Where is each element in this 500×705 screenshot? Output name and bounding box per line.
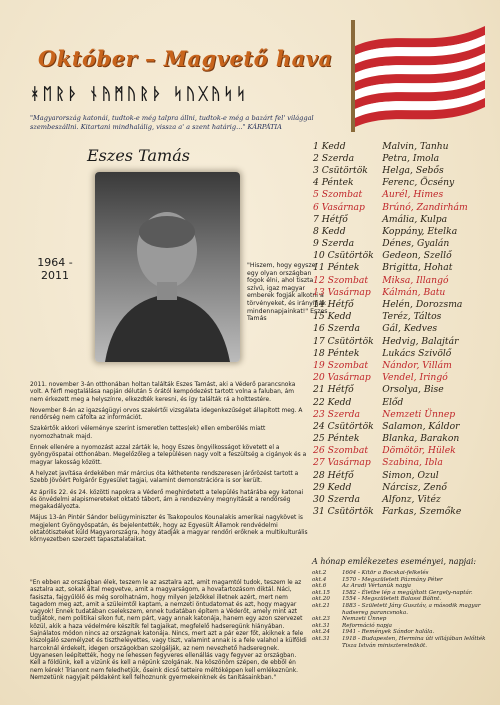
anniversary-date: okt.4 (312, 576, 327, 583)
calendar-names: Alfonz, Vitéz (382, 494, 441, 506)
calendar-row (313, 311, 493, 323)
calendar-day: 10 Csütörtök (313, 250, 374, 262)
day-calendar (313, 140, 493, 518)
calendar-names: Salamon, Káldor (382, 420, 460, 432)
calendar-day: 19 Szombat (313, 359, 369, 371)
calendar-row (313, 335, 493, 347)
calendar-day: 9 Szerda (313, 238, 355, 250)
calendar-row (313, 420, 493, 432)
anniversary-item (312, 616, 497, 623)
calendar-names: Vendel, Iringó (382, 372, 448, 384)
calendar-row (313, 347, 493, 359)
anniversary-date: okt.31 (312, 622, 330, 629)
calendar-row (313, 408, 493, 420)
calendar-day: 13 Vasárnap (313, 286, 371, 298)
calendar-names: Helga, Sebős (382, 164, 444, 176)
calendar-day: 18 Péntek (313, 347, 360, 359)
paragraph: Május 13-án Pintér Sándor belügyminiszter és Tsakopoulos Kounalakis amerikai nagykövet is megjelent Gyöngyöspatán, és bejelentették, hogy az Egyesült Államok rendvédelmi oktatótiszteket küld Magyarországra, hogy átadják a magyar rendőri erőknek a multikulturális környezetben szerzett tapasztalataikat. (30, 515, 308, 544)
calendar-day: 7 Hétfő (313, 213, 348, 225)
calendar-day: 30 Szerda (313, 494, 360, 506)
calendar-names: Brigitta, Hohat (382, 262, 453, 274)
calendar-row (313, 286, 493, 298)
calendar-names: Nándor, Villám (382, 359, 452, 371)
header-quote: "Magyarország katonái, tudtok-e még talpra állni, tudtok-e még a bazárt fel' világgal szembeszállni. Kitartani mindhalálig, vissza a' a szent határig..." KÁRPÁTIA (30, 114, 314, 131)
calendar-names: Simon, Ozul (382, 469, 439, 481)
anniversary-item (312, 636, 497, 649)
calendar-names: Lukács Szivölő (382, 347, 452, 359)
calendar-row (313, 250, 493, 262)
page-title: Október – Magvető hava (38, 46, 333, 71)
calendar-day: 21 Hétfő (313, 384, 354, 396)
calendar-day: 22 Kedd (313, 396, 352, 408)
anniversary-item (312, 629, 497, 636)
calendar-names: Malvin, Tanhu (382, 140, 449, 152)
calendar-row (313, 445, 493, 457)
anniversary-text: 1941 - Remények Sándor halála. (342, 629, 435, 636)
calendar-row (313, 469, 493, 481)
person-years: 1964 - 2011 (37, 256, 73, 282)
anniversary-item (312, 596, 497, 603)
anniversary-text: Reformáció napja (342, 622, 392, 629)
calendar-row (313, 213, 493, 225)
calendar-day: 20 Vasárnap (313, 372, 371, 384)
anniversary-date: okt.24 (312, 629, 330, 636)
calendar-day: 27 Vasárnap (313, 457, 371, 469)
calendar-day: 29 Kedd (313, 481, 352, 493)
calendar-names: Ferenc, Öcsény (382, 177, 455, 189)
anniversary-date: okt.21 (312, 602, 330, 609)
calendar-names: Aurél, Himes (382, 189, 444, 201)
calendar-day: 16 Szerda (313, 323, 360, 335)
anniversary-text: 1604 - Kitör a Bocskai-felkelés (342, 570, 429, 576)
anniversary-text: 1554 - Megszületett Balassi Bálint. (342, 596, 442, 603)
anniversaries-title: A hónap emlékezetes eseményei, napjai: (312, 557, 477, 566)
calendar-row (313, 201, 493, 213)
paragraph: 2011. november 3-án otthonában holtan találták Eszes Tamást, aki a Véderő parancsnoka volt. A férfi megtalálása napján délután 5 órától kempódezést tartott volna a faluban, ám nem érkezett meg a helyszínre, elkezdték keresni, és így találták rá a holttestére. (30, 382, 296, 403)
calendar-names: Miksa, Illangó (382, 274, 449, 286)
anniversary-text: 1582 - Életbe lép a megújított Gergely-naptár. (342, 589, 473, 596)
calendar-day: 25 Péntek (313, 433, 360, 445)
calendar-names: Brúnó, Zandirhám (382, 201, 468, 213)
calendar-day: 26 Szombat (313, 445, 369, 457)
calendar-row (313, 262, 493, 274)
anniversary-date: okt.23 (312, 616, 330, 623)
calendar-day: 14 Hétfő (313, 299, 354, 311)
calendar-day: 4 Péntek (313, 177, 354, 189)
calendar-row (313, 274, 493, 286)
calendar-row (313, 140, 493, 152)
anniversary-text: 1918 - Budapesten, Hermina úti villájában lelőtték Tisza István miniszterelnököt. (342, 635, 486, 649)
calendar-day: 3 Csütörtök (313, 164, 368, 176)
calendar-names: Petra, Imola (382, 152, 440, 164)
anniversary-date: okt.2 (312, 570, 327, 576)
calendar-names: Gál, Kedves (382, 323, 438, 335)
calendar-names: Dénes, Gyalán (382, 238, 450, 250)
calendar-row (313, 457, 493, 469)
calendar-day: 8 Kedd (313, 225, 346, 237)
calendar-names: Teréz, Táltos (382, 311, 442, 323)
calendar-row (313, 433, 493, 445)
anniversary-text: Az Aradi Vértanúk napja (342, 583, 412, 590)
calendar-names: Nárcisz, Zenő (382, 481, 447, 493)
article-body (30, 382, 308, 549)
anniversary-date: okt.6 (312, 583, 327, 590)
calendar-names: Előd (382, 396, 404, 408)
calendar-day: 5 Szombat (313, 189, 363, 201)
calendar-names: Dömötör, Hülek (382, 445, 456, 457)
anniversary-item (312, 603, 497, 616)
runic-title: ᚼᛖᚱᚦ ᚾᚤᛗᚢᚱᚦ ᛋᚢᚷᚤᛋᛋ (30, 84, 249, 103)
anniversary-text: Nemzeti Ünnep (342, 616, 387, 623)
calendar-day: 1 Kedd (313, 140, 346, 152)
anniversary-date: okt.31 (312, 635, 330, 642)
calendar-row (313, 189, 493, 201)
portrait-photo (95, 172, 240, 362)
anniversary-item (312, 583, 497, 590)
calendar-row (313, 359, 493, 371)
calendar-day: 24 Csütörtök (313, 420, 374, 432)
calendar-day: 11 Péntek (313, 262, 360, 274)
calendar-names: Koppány, Etelka (382, 225, 458, 237)
calendar-row (313, 384, 493, 396)
calendar-names: Hedvig, Balajtár (382, 335, 459, 347)
calendar-row (313, 298, 493, 310)
calendar-row (313, 372, 493, 384)
paragraph: Ennek ellenére a nyomozást azzal zárták le, hogy Eszes öngyilkosságot követett el a gyöngyöspatai otthonában. Megelőzőleg a településen nagy volt a feszültség a cigányok és a magyar lakosság között. (30, 445, 307, 466)
calendar-day: 12 Szombat (313, 274, 369, 286)
calendar-row (313, 493, 493, 505)
paragraph: Az április 22. és 24. közötti napokra a Véderő meghirdetett a település határába egy katonai és önvédelmi alapismereteket oktató tábort, ám a rendezvény megnyitását a rendőrség megakadályozta. (30, 489, 304, 511)
calendar-names: Nemzeti Ünnep (382, 408, 456, 420)
calendar-row (313, 164, 493, 176)
anniversary-item (312, 570, 497, 577)
calendar-names: Blanka, Barakon (382, 433, 460, 445)
calendar-names: Farkas, Szemőke (382, 506, 462, 518)
calendar-day: 2 Szerda (313, 152, 355, 164)
calendar-row (313, 481, 493, 493)
anniversary-date: okt.20 (312, 596, 330, 603)
calendar-row (313, 323, 493, 335)
anniversary-text: 1883 - Született Jány Gusztáv, a második magyar hadsereg parancsnoka. (342, 602, 481, 616)
paragraph: Szakértők akkori véleménye szerint ismeretlen tettes(ek) ellen emberölés miatt nyomozhatnak majd. (30, 426, 266, 440)
calendar-names: Kálmán, Batu (382, 286, 446, 298)
calendar-row (313, 177, 493, 189)
calendar-row (313, 238, 493, 250)
closing-quote: "En ebben az országban élek, teszem le az asztalra azt, amit magamtól tudok, teszem le az asztalra azt, sokak által megvetve, amit a magyarságom, a hovatartozásom diktál. Náci, fasiszta, fajgyűlölő és még sorolhatnám, hogy milyen jelzőkkel illetnek azért, mert nem tagadom meg azt, amit a szüleimtől kaptam, a nemzeti öntudatomat és azt, hogy magyar vagyok! Ennek tudatában cselekszem, ennek tudatában építem a Véderőt, amely mint azt tudjátok, nem politikai síkon fut, nem párt, vagy annak katonája, hanem egy azon szervezet közül, akik a haza védelmére készítik fel tagjaikat, megfelelő hadseregünk hiányában. Sajnálatos módon nincs az országnak katonája. Nincs, mert azt a pár ezer főt, akiknek a fele kiszolgáló személyzet és tisztheleyettes, vagy tiszt, valamint annak is a fele valahol a külföldi harcoknál érdekelt, idegen országokban szolgálják, az nem nevezhető hadseregnek. Ugyanesen leépítették, hogy ne lehessen fegyveres ellenállás vagy fegyver az országban. Kell a földünk, kell a vizünk és kell a népünk szolgának. Na köszönöm szépen, de ebből én nem kérek! Trianont nem feledhetjük, őseink dicső tetteire méltóképpen kell emlékeznünk. Nemzetünk nagyjait példaként kell felhoznunk gyermekeinknek és tanításainkban." (30, 580, 307, 681)
paragraph: A helyzet javítása érdekében már március óta kéthetente rendszeresen járőrözést tartott a Szebb Jövőért Polgárőr Egyesület tagjai, valamint demonstrációra is sor került. (30, 470, 299, 485)
anniversaries-list (312, 570, 497, 649)
calendar-names: Gedeon, Szellő (382, 250, 452, 262)
calendar-day: 28 Hétfő (313, 469, 354, 481)
paragraph: November 8-án az igazságügyi orvos szakértői vizsgálata idegenkezűséget állapított meg. A rendőrség nem cáfolta az információt. (30, 407, 303, 422)
portrait-quote: "Hiszem, hogy egyszer egy olyan országban fogok élni, ahol tiszta szívű, igaz magyar emberek fogják alkotni a törvényeket, és irányítják mindennapjainkat!" Eszes Tamás (247, 262, 328, 323)
calendar-row (313, 152, 493, 164)
calendar-names: Helén, Dorozsma (382, 299, 463, 311)
calendar-names: Szabina, Ibla (382, 457, 443, 469)
calendar-day: 6 Vasárnap (313, 201, 365, 213)
calendar-day: 17 Csütörtök (313, 335, 374, 347)
calendar-day: 15 Kedd (313, 311, 352, 323)
calendar-row (313, 225, 493, 237)
calendar-row (313, 396, 493, 408)
person-name: Eszes Tamás (87, 146, 190, 165)
calendar-day: 31 Csütörtök (313, 506, 374, 518)
calendar-names: Amália, Kulpa (382, 213, 448, 225)
anniversary-text: 1570 - Megszületett Pázmány Péter (342, 576, 443, 583)
calendar-row (313, 506, 493, 518)
anniversary-date: okt.15 (312, 589, 330, 596)
calendar-names: Orsolya, Bise (382, 384, 444, 396)
calendar-day: 23 Szerda (313, 408, 360, 420)
